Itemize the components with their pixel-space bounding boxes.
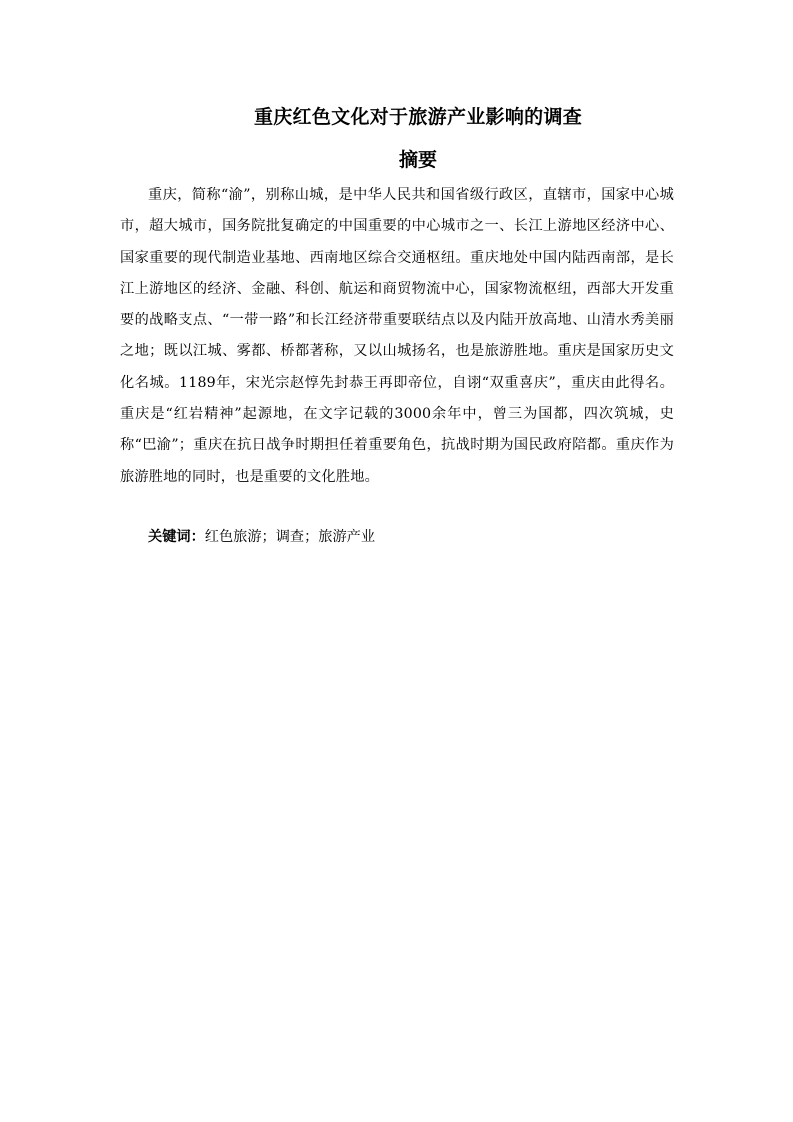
keywords-value: 红色旅游；调查；旅游产业	[204, 529, 376, 545]
abstract-heading: 摘要	[398, 149, 437, 171]
document-title: 重庆红色文化对于旅游产业影响的调查	[253, 106, 583, 128]
keywords-line	[148, 522, 668, 553]
keywords-label: 关键词：	[148, 529, 205, 545]
abstract-paragraph: 重庆，简称“渝”，别称山城，是中华人民共和国省级行政区，直辖市，国家中心城市，超大城市，国务院批复确定的中国重要的中心城市之一、长江上游地区经济中心、国家重要的现代制造业基地、西南地区综合交通枢纽。重庆地处中国内陆西南部，是长江上游地区的经济、金融、科创、航运和商贸物流中心，国家物流枢纽，西部大开发重要的战略支点、“一带一路”和长江经济带重要联结点以及内陆开放高地、山清水秀美丽之地；既以江城、雾都、桥都著称，又以山城扬名，也是旅游胜地。重庆是国家历史文化名城。1189年，宋光宗赵惇先封恭王再即帝位，自诩“双重喜庆”，重庆由此得名。重庆是“红岩精神”起源地，在文字记载的3000余年中，曾三为国都，四次筑城，史称“巴渝”；重庆在抗日战争时期担任着重要角色，抗战时期为国民政府陪都。重庆作为旅游胜地的同时，也是重要的文化胜地。	[120, 187, 674, 485]
